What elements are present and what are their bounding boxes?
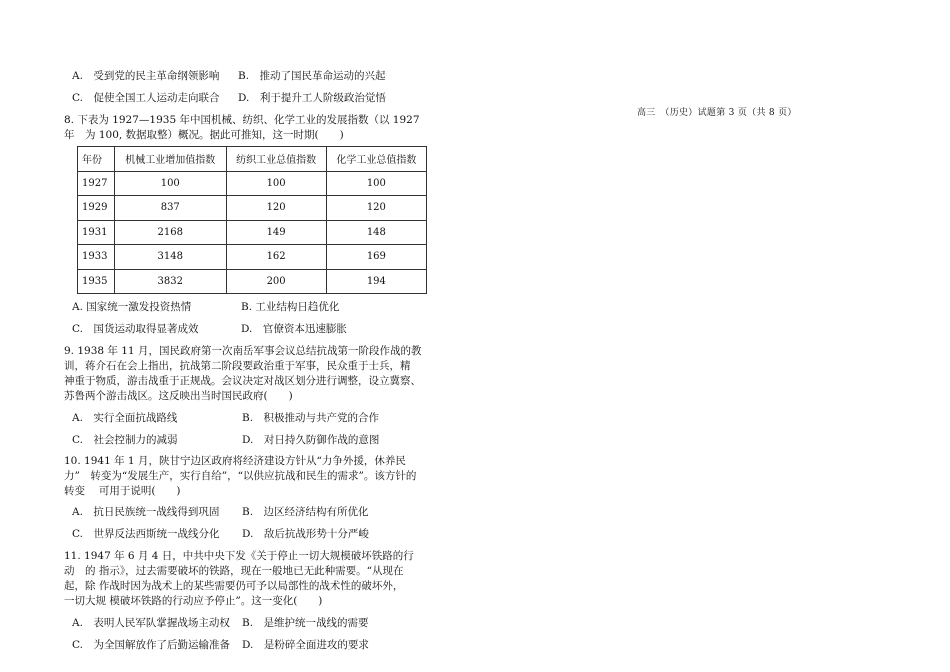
q9-stem-line2: 训，蒋介石在会上指出，抗战第二阶段要政治重于军事，民众重于士兵，精 [64, 360, 411, 372]
table-row [78, 220, 427, 245]
table-header-row [78, 147, 427, 172]
table-header-cell: 机械工业增加值指数 [115, 147, 227, 172]
q10-stem-line1: 10. 1941 年 1 月，陕甘宁边区政府将经济建设方针从“力争外援，休养民 [64, 455, 406, 467]
table-cell: 1933 [78, 245, 115, 270]
q7-option-c[interactable]: C. 促使全国工人运动走向联合 [72, 92, 220, 104]
q11-option-b[interactable]: B. 是维护统一战线的需要 [242, 617, 369, 629]
q8-stem-line2: 年 为 100, 数据取整）概况。据此可推知，这一时期( ) [64, 129, 344, 141]
q9-option-b[interactable]: B. 积极推动与共产党的合作 [242, 412, 380, 424]
table-row [78, 171, 427, 196]
q11-option-a[interactable]: A. 表明人民军队掌握战场主动权 [72, 617, 230, 629]
table-header-cell: 化学工业总值指数 [326, 147, 426, 172]
q10-option-b[interactable]: B. 边区经济结构有所优化 [242, 506, 369, 518]
q10-option-d[interactable]: D. 敌后抗战形势十分严峻 [242, 528, 369, 540]
q9-option-c[interactable]: C. 社会控制力的减弱 [72, 434, 178, 446]
table-header-cell: 年份 [78, 147, 115, 172]
table-cell: 837 [115, 196, 227, 221]
q7-option-d[interactable]: D. 利于提升工人阶级政治觉悟 [238, 92, 386, 104]
table-cell: 100 [326, 171, 426, 196]
q9-stem-line3: 神重于物质，游击战重于正规战。会议决定对战区划分进行调整，设立冀察、 [64, 375, 421, 387]
q10-stem-line2: 力” 转变为“发展生产，实行自给”，“以供应抗战和民生的需求”。该方针的 [64, 470, 417, 482]
q9-stem-line1: 9. 1938 年 11 月，国民政府第一次南岳军事会议总结抗战第一阶段作战的教 [64, 345, 422, 357]
table-cell: 120 [326, 196, 426, 221]
table-row [78, 245, 427, 270]
table-cell: 100 [226, 171, 326, 196]
table-cell: 1935 [78, 269, 115, 294]
q11-stem-line2: 动 的 指示》，过去需要破坏的铁路，现在一般地已无此种需要。“从现在 [64, 565, 404, 577]
q10-option-c[interactable]: C. 世界反法西斯统一战线分化 [72, 528, 220, 540]
table-row [78, 196, 427, 221]
q8-option-a[interactable]: A. 国家统一激发投资热情 [72, 301, 192, 313]
q8-stem-line1: 8. 下表为 1927—1935 年中国机械、纺织、化学工业的发展指数（以 1927 [64, 114, 420, 126]
table-cell: 148 [326, 220, 426, 245]
q9-option-d[interactable]: D. 对日持久防御作战的意图 [242, 434, 380, 446]
table-cell: 200 [226, 269, 326, 294]
table-cell: 169 [326, 245, 426, 270]
q8-option-c[interactable]: C. 国货运动取得显著成效 [72, 323, 199, 335]
page-footer: 高三 （历史）试题第 3 页（共 8 页） [637, 108, 797, 118]
table-cell: 2168 [115, 220, 227, 245]
q9-option-a[interactable]: A. 实行全面抗战路线 [72, 412, 178, 424]
table-cell: 1927 [78, 171, 115, 196]
q10-option-a[interactable]: A. 抗日民族统一战线得到巩固 [72, 506, 220, 518]
table-cell: 3148 [115, 245, 227, 270]
table-cell: 120 [226, 196, 326, 221]
q10-stem-line3: 转变 可用于说明( ) [64, 485, 181, 497]
q11-option-d[interactable]: D. 是粉碎全面进攻的要求 [242, 639, 369, 651]
q8-index-table [77, 146, 427, 294]
q7-option-a[interactable]: A. 受到党的民主革命纲领影响 [72, 70, 220, 82]
q11-stem-line1: 11. 1947 年 6 月 4 日，中共中央下发《关于停止一切大规模破坏铁路的行 [64, 550, 414, 562]
q8-option-b[interactable]: B. 工业结构日趋优化 [241, 301, 340, 313]
table-row [78, 269, 427, 294]
q7-option-b[interactable]: B. 推动了国民革命运动的兴起 [238, 70, 386, 82]
q11-option-c[interactable]: C. 为全国解放作了后勤运输准备 [72, 639, 230, 651]
table-cell: 1931 [78, 220, 115, 245]
table-cell: 162 [226, 245, 326, 270]
table-cell: 149 [226, 220, 326, 245]
q8-option-d[interactable]: D. 官僚资本迅速膨胀 [241, 323, 347, 335]
q11-stem-line4: 一切大规 模破坏铁路的行动应予停止”。这一变化( ) [64, 595, 323, 607]
table-cell: 1929 [78, 196, 115, 221]
table-cell: 3832 [115, 269, 227, 294]
q11-stem-line3: 起，除 作战时因为战术上的某些需要仍可予以局部性的战术性的破坏外， [64, 580, 404, 592]
table-header-cell: 纺织工业总值指数 [226, 147, 326, 172]
table-cell: 194 [326, 269, 426, 294]
q9-stem-line4: 苏鲁两个游击战区。这反映出当时国民政府( ) [64, 390, 293, 402]
table-cell: 100 [115, 171, 227, 196]
